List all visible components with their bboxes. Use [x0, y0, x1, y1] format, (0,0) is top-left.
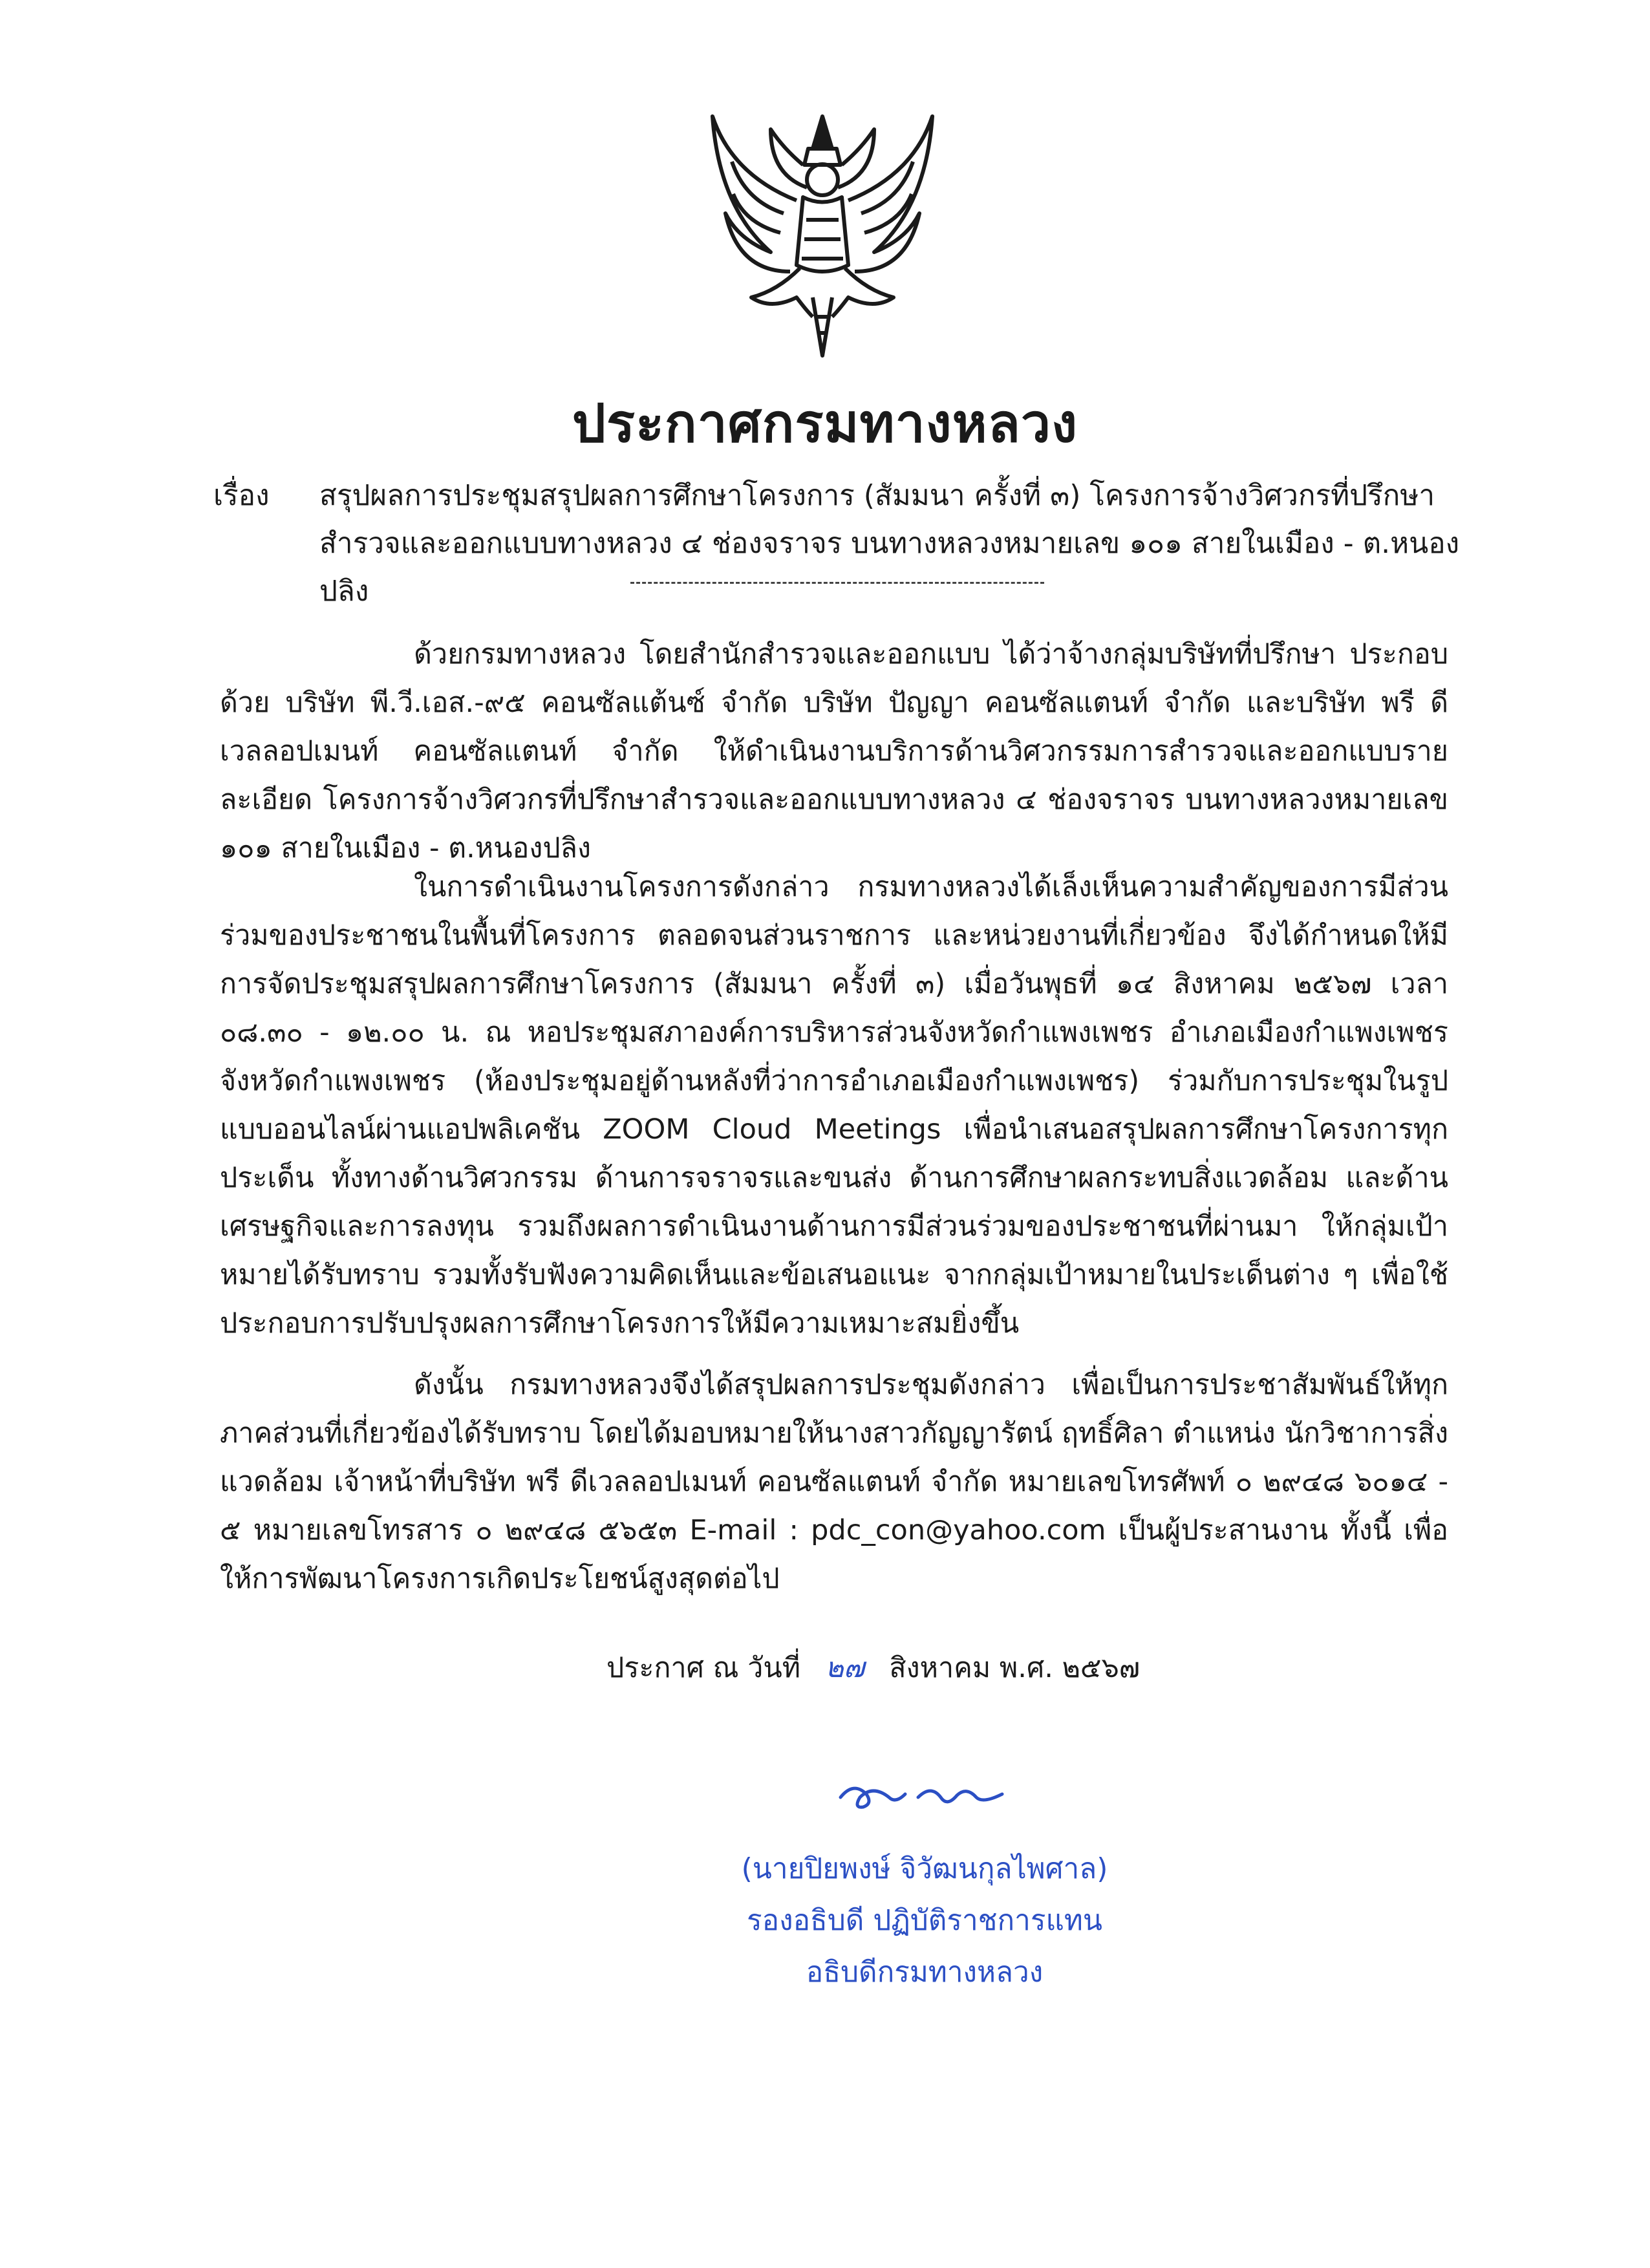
subject-label: เรื่อง — [213, 479, 270, 512]
divider-line — [630, 582, 1044, 584]
garuda-emblem-icon — [693, 103, 952, 362]
signer-organization: อธิบดีกรมทางหลวง — [806, 1956, 1044, 1989]
date-suffix: สิงหาคม พ.ศ. ๒๕๖๗ — [889, 1652, 1141, 1684]
signer-position: รองอธิบดี ปฏิบัติราชการแทน — [747, 1904, 1102, 1937]
date-line — [606, 1645, 1140, 1689]
body-paragraph-1: ด้วยกรมทางหลวง โดยสำนักสำรวจและออกแบบ ได้ว่าจ้างกลุ่มบริษัทที่ปรึกษา ประกอบด้วย บริษัท พี.วี.เอส.-๙๕ คอนซัลแต้นซ์ จำกัด บริษัท ปัญญา คอนซัลแตนท์ จำกัด และบริษัท พรี ดีเวลลอปเมนท์ คอนซัลแตนท์ จำกัด ให้ดำเนินงานบริการด้านวิศวกรรมการสำรวจและออกแบบรายละเอียด โครงการจ้างวิศวกรที่ปรึกษาสำรวจและออกแบบทางหลวง ๔ ช่องจราจร บนทางหลวงหมายเลข ๑๐๑ สายในเมือง - ต.หนองปลิง — [220, 638, 1449, 864]
body-paragraph-3: ดังนั้น กรมทางหลวงจึงได้สรุปผลการประชุมดังกล่าว เพื่อเป็นการประชาสัมพันธ์ให้ทุกภาคส่วนที่เกี่ยวข้องได้รับทราบ โดยได้มอบหมายให้นางสาวกัญญารัตน์ ฤทธิ์ศิลา ตำแหน่ง นักวิชาการสิ่งแวดล้อม เจ้าหน้าที่บริษัท พรี ดีเวลลอปเมนท์ คอนซัลแตนท์ จำกัด หมายเลขโทรศัพท์ ๐ ๒๙๔๘ ๖๐๑๔ - ๕ หมายเลขโทรสาร ๐ ๒๙๔๘ ๕๖๕๓ E-mail : pdc_con@yahoo.com เป็นผู้ประสานงาน ทั้งนี้ เพื่อให้การพัฒนาโครงการเกิดประโยชน์สูงสุดต่อไป — [220, 1369, 1448, 1595]
handwritten-signature — [828, 1762, 1022, 1820]
date-day: ๒๗ — [825, 1652, 865, 1684]
signer-name: (นายปิยพงษ์ จิวัฒนกุลไพศาล) — [741, 1852, 1108, 1885]
body-paragraph-2: ในการดำเนินงานโครงการดังกล่าว กรมทางหลวงได้เล็งเห็นความสำคัญของการมีส่วนร่วมของประชาชนในพื้นที่โครงการ ตลอดจนส่วนราชการ และหน่วยงานที่เกี่ยวข้อง จึงได้กำหนดให้มีการจัดประชุมสรุปผลการศึกษาโครงการ (สัมมนา ครั้งที่ ๓) เมื่อวันพุธที่ ๑๔ สิงหาคม ๒๕๖๗ เวลา ๐๘.๓๐ - ๑๒.๐๐ น. ณ หอประชุมสภาองค์การบริหารส่วนจังหวัดกำแพงเพชร อำเภอเมืองกำแพงเพชร จังหวัดกำแพงเพชร (ห้องประชุมอยู่ด้านหลังที่ว่าการอำเภอเมืองกำแพงเพชร) ร่วมกับการประชุมในรูปแบบออนไลน์ผ่านแอปพลิเคชัน ZOOM Cloud Meetings เพื่อนำเสนอสรุปผลการศึกษาโครงการทุกประเด็น ทั้งทางด้านวิศวกรรม ด้านการจราจรและขนส่ง ด้านการศึกษาผลกระทบสิ่งแวดล้อม และด้านเศรษฐกิจและการลงทุน รวมถึงผลการดำเนินงานด้านการมีส่วนร่วมของประชาชนที่ผ่านมา ให้กลุ่มเป้าหมายได้รับทราบ รวมทั้งรับฟังความคิดเห็นและข้อเสนอแนะ จากกลุ่มเป้าหมายในประเด็นต่าง ๆ เพื่อใช้ประกอบการปรับปรุงผลการศึกษาโครงการให้มีความเหมาะสมยิ่งขึ้น — [220, 871, 1448, 1340]
document-title: ประกาศกรมทางหลวง — [572, 393, 1078, 455]
date-prefix: ประกาศ ณ วันที่ — [606, 1652, 801, 1684]
subject-text: สรุปผลการประชุมสรุปผลการศึกษาโครงการ (สัมมนา ครั้งที่ ๓) โครงการจ้างวิศวกรที่ปรึกษาสำรวจและออกแบบทางหลวง ๔ ช่องจราจร บนทางหลวงหมายเลข ๑๐๑ สายในเมือง - ต.หนองปลิง — [319, 479, 1460, 608]
